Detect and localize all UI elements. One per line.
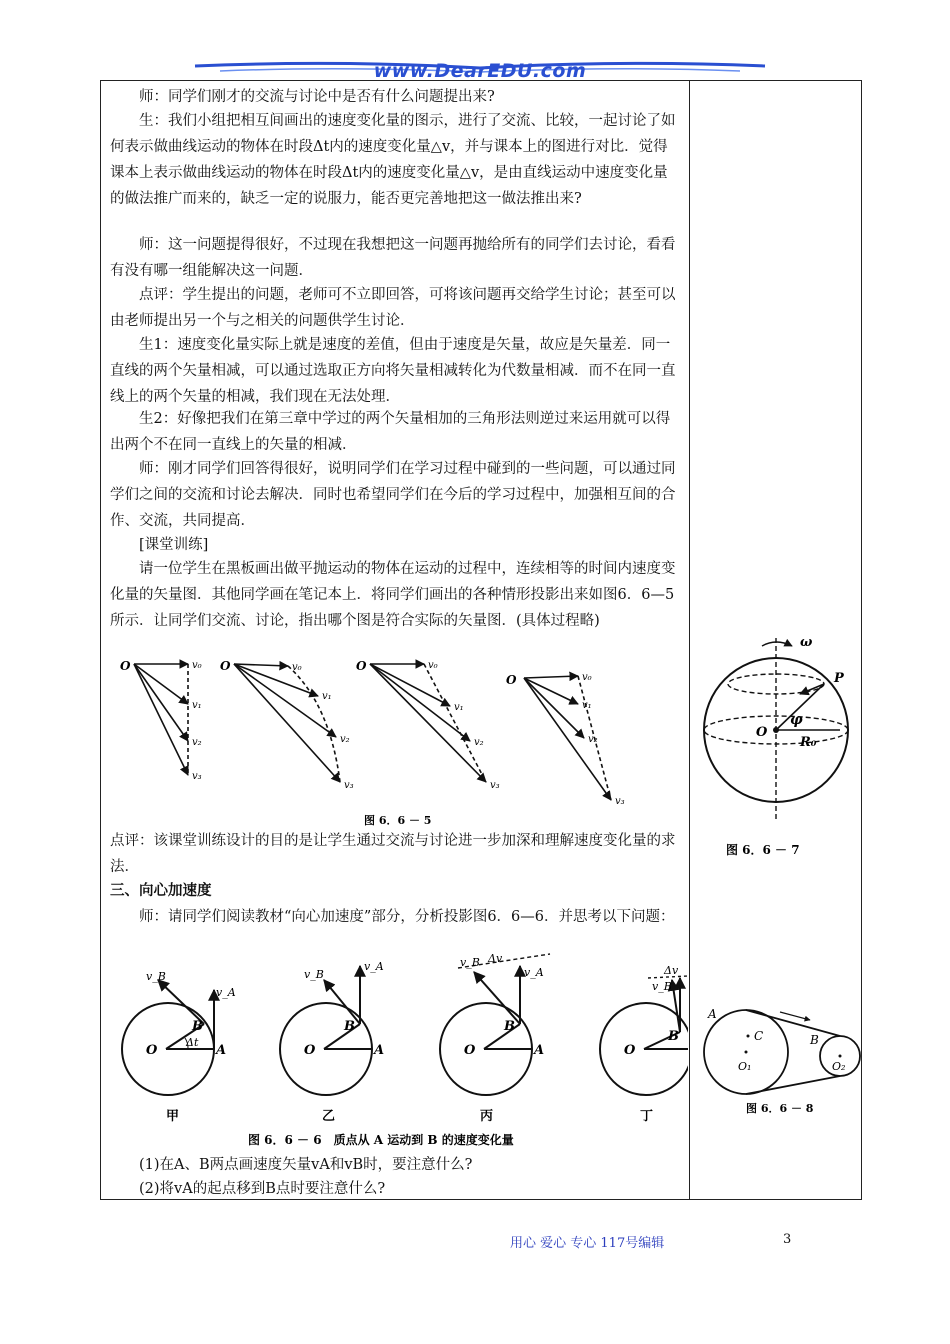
fig6-label-b: B: [504, 1019, 515, 1034]
fig6-label-vb: v_B: [304, 968, 324, 981]
panel-label: 丁: [640, 1109, 654, 1124]
fig8-label-c: C: [754, 1029, 764, 1043]
figure-caption: 图 6．6 － 5: [364, 814, 432, 827]
figure-caption: 图 6．6 － 8: [746, 1102, 814, 1115]
paragraph: 生：我们小组把相互间画出的速度变化量的图示，进行了交流、比较，一起讨论了如何表示做曲线运动的物体在时段Δt内的速度变化量△v，并与课本上的图进行对比．觉得课本上表示做曲线运动的物体在时段Δt内的速度变化量△v，是由直线运动中速度变化量的做法推广而来的，缺乏一定的说服力，能否更完善地把这一做法推出来?: [110, 113, 676, 207]
fig6-label-va: v_A: [524, 966, 544, 979]
fig6-label-a: A: [216, 1043, 227, 1058]
fig5-label-o: O: [356, 659, 367, 673]
fig5-label-v3: v₃: [490, 780, 500, 791]
fig7-label-r0: R₀: [800, 735, 817, 750]
fig6-label-va: v_A: [216, 986, 236, 999]
paragraph: 请一位学生在黑板画出做平抛运动的物体在运动的过程中，连续相等的时间内速度变化量的矢量图．其他同学画在笔记本上．将同学们画出的各种情形投影出来如图6．6—5所示．让同学们交流、讨论，指出哪个图是符合实际的矢量图．(具体过程略): [110, 561, 676, 629]
fig5-label-v3: v₃: [344, 780, 354, 791]
paragraph: 点评：学生提出的问题，老师可不立即回答，可将该问题再交给学生讨论；甚至可以由老师提出另一个与之相关的问题供学生讨论．: [110, 287, 676, 329]
fig6-label-a: A: [374, 1043, 385, 1058]
footer-text: 用心 爱心 专心 117号编辑: [510, 1236, 665, 1251]
paragraph: 师：这一问题提得很好，不过现在我想把这一问题再抛给所有的同学们去讨论，看看有没有哪一组能解决这一问题．: [110, 237, 676, 279]
fig6-label-b: B: [668, 1029, 679, 1044]
panel-yi: [280, 966, 372, 1095]
figure-6-6-8: [700, 1000, 864, 1122]
panel-jia: [122, 980, 214, 1095]
fig7-label-p: P: [834, 671, 844, 686]
fig6-label-va: v_A: [364, 960, 384, 973]
fig5-label-v1: v₁: [454, 702, 464, 713]
fig6-label-dv: Δv: [488, 952, 503, 965]
panel-2: [234, 664, 340, 782]
fig7-label-o: O: [756, 725, 768, 740]
paragraph: 生2：好像把我们在第三章中学过的两个矢量相加的三角形法则逆过来运用就可以得出两个不在同一直线上的矢量的相减．: [110, 411, 671, 453]
fig6-label-o: O: [624, 1043, 636, 1058]
fig5-label-o: O: [220, 659, 231, 673]
figure-6-6-5: [108, 652, 688, 830]
panel-4: [524, 676, 611, 800]
fig5-label-v3: v₃: [192, 771, 202, 782]
fig6-label-o: O: [146, 1043, 158, 1058]
fig5-label-v1: v₁: [322, 691, 332, 702]
page-number: 3: [783, 1232, 792, 1247]
fig5-label-v2: v₂: [340, 734, 350, 745]
paragraph: 师：刚才同学们回答得很好，说明同学们在学习过程中碰到的一些问题，可以通过同学们之间的交流和讨论去解决．同时也希望同学们在今后的学习过程中，加强相互间的合作、交流，共同提高．: [110, 461, 676, 529]
paragraph: (1)在A、B两点画速度矢量vA和vB时，要注意什么?: [139, 1157, 473, 1173]
fig6-label-dt: Δt: [186, 1036, 199, 1049]
fig6-label-o: O: [464, 1043, 476, 1058]
fig8-label-b: B: [810, 1033, 819, 1047]
figure-caption: 图 6．6 － 7: [726, 843, 800, 857]
fig6-label-vb: v_B: [146, 970, 166, 983]
fig7-label-omega: ω: [800, 635, 813, 650]
paragraph: 师：同学们刚才的交流与讨论中是否有什么问题提出来?: [139, 89, 495, 105]
fig6-label-vb: v_B: [460, 956, 480, 969]
fig5-label-v2: v₂: [474, 737, 484, 748]
fig6-label-dv: Δv: [664, 964, 679, 977]
paragraph: (2)将vA的起点移到B点时要注意什么?: [139, 1181, 386, 1197]
fig5-label-v1: v₁: [192, 700, 202, 711]
fig5-label-v0: v₀: [428, 660, 438, 671]
panel-3: [370, 664, 486, 782]
fig5-label-v3: v₃: [615, 796, 625, 807]
fig6-label-a: A: [534, 1043, 545, 1058]
fig5-label-o: O: [120, 659, 131, 673]
fig5-label-v1: v₁: [582, 700, 592, 711]
fig8-label-o2: O₂: [832, 1060, 846, 1073]
fig6-label-b: B: [192, 1019, 203, 1034]
fig6-label-vb: v_B: [652, 980, 672, 993]
panel-label: 乙: [322, 1109, 336, 1124]
fig5-label-v2: v₂: [588, 734, 598, 745]
header-logo-text: www.DearEDU.com: [373, 60, 587, 82]
section-label: [课堂训练]: [139, 537, 209, 553]
figure-6-6-6: [108, 952, 688, 1152]
figure-caption: 图 6．6 － 6 质点从 A 运动到 B 的速度变化量: [248, 1133, 514, 1147]
fig5-label-v2: v₂: [192, 737, 202, 748]
column-divider: [689, 80, 690, 1200]
figure-6-6-7: [696, 632, 860, 864]
paragraph: 点评：该课堂训练设计的目的是让学生通过交流与讨论进一步加深和理解速度变化量的求法．: [110, 833, 676, 875]
fig5-label-v0: v₀: [292, 662, 302, 673]
fig5-label-v0: v₀: [582, 672, 592, 683]
paragraph: 师：请同学们阅读教材“向心加速度”部分，分析投影图6．6—6．并思考以下问题：: [139, 909, 675, 925]
fig8-label-a: A: [708, 1007, 717, 1021]
fig5-label-v0: v₀: [192, 660, 202, 671]
section-heading: 三、向心加速度: [110, 882, 212, 899]
fig6-label-o: O: [304, 1043, 316, 1058]
fig7-label-phi: φ: [790, 712, 803, 728]
paragraph: 生1：速度变化量实际上就是速度的差值，但由于速度是矢量，故应是矢量差．同一直线的两个矢量相减，可以通过选取正方向将矢量相减转化为代数量相减．而不在同一直线上的两个矢量的相减，我们现在无法处理．: [110, 337, 676, 405]
fig6-label-b: B: [344, 1019, 355, 1034]
fig5-label-o: O: [506, 673, 517, 687]
panel-1: [134, 664, 188, 775]
panel-label: 丙: [480, 1109, 494, 1124]
fig8-label-o1: O₁: [738, 1060, 752, 1073]
panel-label: 甲: [166, 1109, 180, 1124]
